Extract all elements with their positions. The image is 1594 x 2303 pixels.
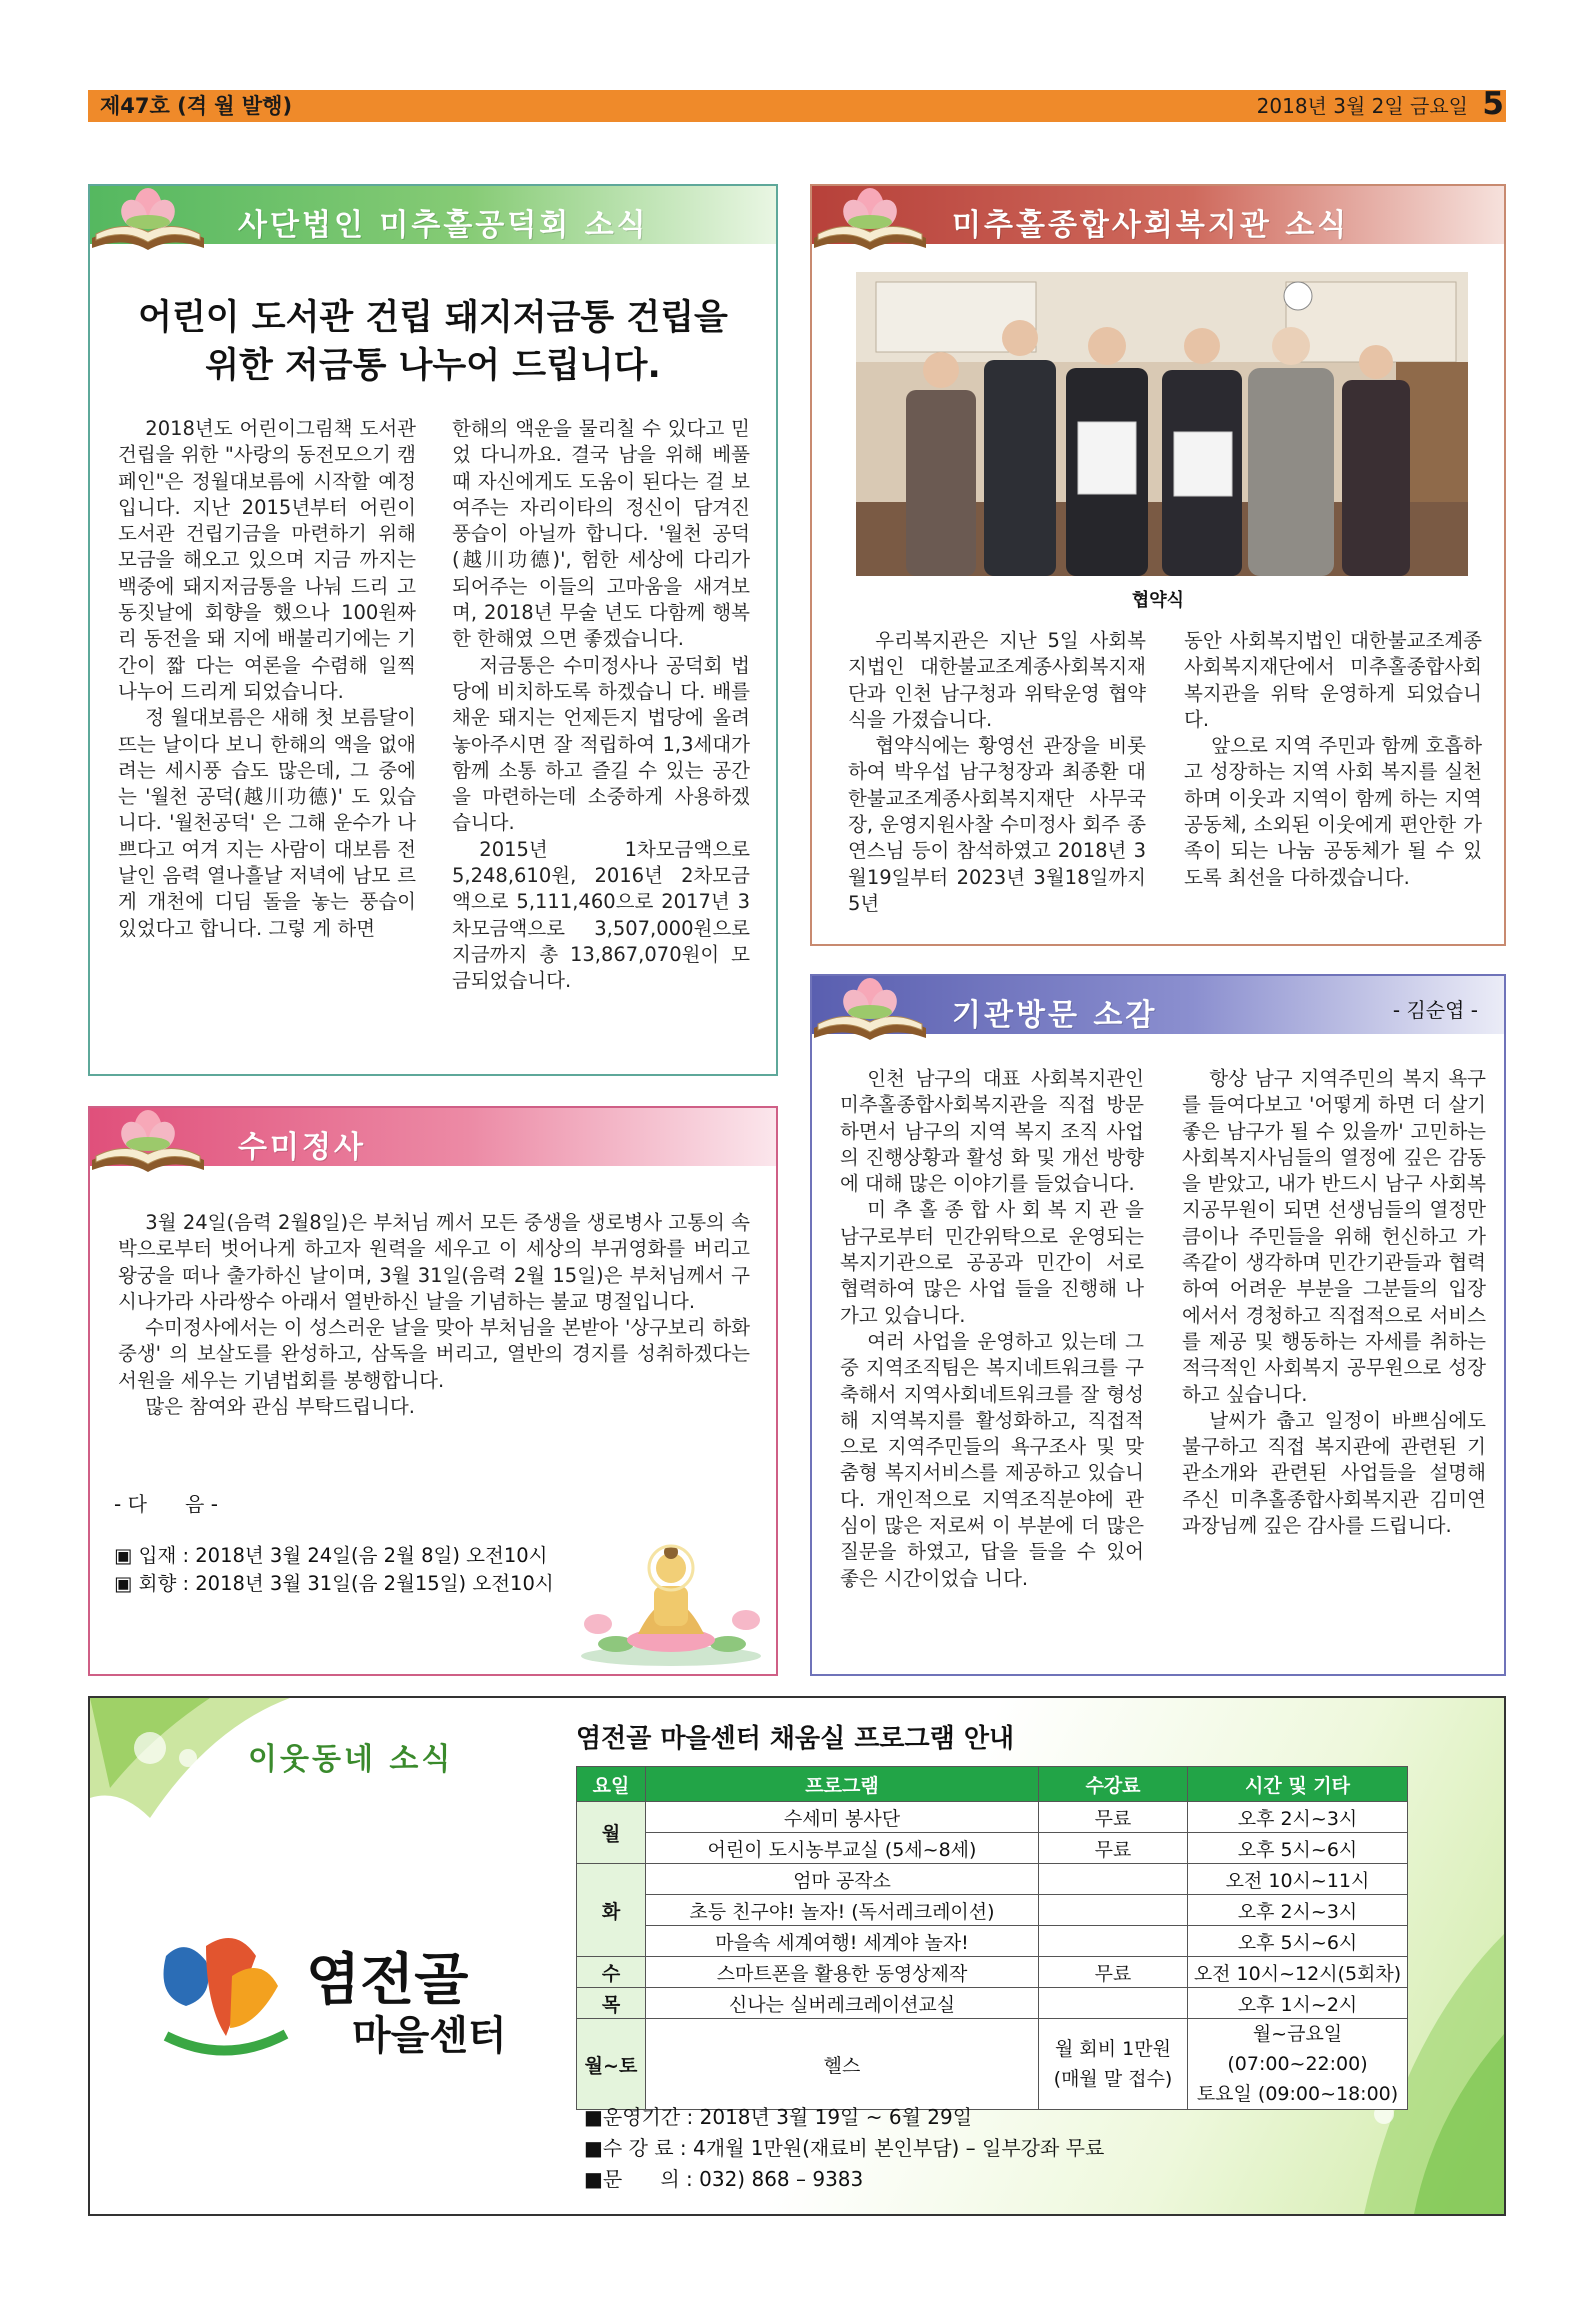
time-cell: 오전 10시~12시(5회차): [1188, 1957, 1408, 1988]
table-row: [577, 1895, 1408, 1926]
program-cell: 헬스: [646, 2019, 1039, 2110]
article-column-1: [848, 628, 1146, 917]
paragraph: 많은 참여와 관심 부탁드립니다.: [145, 1395, 415, 1419]
day-cell: 화: [577, 1864, 646, 1957]
fee-cell: [1039, 1864, 1188, 1895]
column-header: 요일: [577, 1767, 646, 1802]
lotus-book-icon: [806, 958, 934, 1046]
table-row: [577, 1988, 1408, 2019]
lotus-book-icon: [806, 168, 934, 256]
article-body: [118, 1210, 750, 1420]
info-fee: ■수 강 료 : 4개월 1만원(재료비 본인부담) – 일부강좌 무료: [584, 2136, 1105, 2160]
paragraph: 3월 24일(음력 2월8일)은 부처님 께서 모든 중생을 생로병사 고통의 속박으로부터 벗어나게 하고자 원력을 세우고 이 세상의 부귀영화를 버리고 왕궁을 떠나 출가하신 날이며, 3월 31일(음력 2월 15일)은 부처님께서 구시나가라 사라쌍수 아래서 열반하신 날을 기념하는 불교 명절입니다.: [118, 1211, 750, 1313]
section-sumijeongsa: [88, 1106, 778, 1676]
column-header: 프로그램: [646, 1767, 1039, 1802]
paragraph: 날씨가 춥고 일정이 바쁘심에도 불구하고 직접 복지관에 관련된 기관소개와 관련된 사업들을 설명해 주신 미추홀종합사회복지관 김미연 과장님께 깊은 감사를 드립니다.: [1182, 1408, 1486, 1538]
program-table: [576, 1766, 1408, 2110]
table-row: [577, 1957, 1408, 1988]
program-cell: 어린이 도시농부교실 (5세~8세): [646, 1833, 1039, 1864]
time-cell: [1188, 2019, 1408, 2110]
article-column-2: [1182, 1066, 1486, 1539]
paragraph: 미 추 홀 종 합 사 회 복 지 관 을 남구로부터 민간위탁으로 운영되는 복지기관으로 공공과 민간이 서로 협력하여 많은 사업 들을 진행해 나가고 있습니다.: [840, 1198, 1144, 1327]
paragraph: 여러 사업을 운영하고 있는데 그 중 지역조직팀은 복지네트워크를 구축해서 지역사회네트워크를 잘 형성해 지역복지를 활성화하고, 직접적으로 지역주민들의 욕구조사 및 맞춤형 복지서비스를 제공하고 있습니다. 개인적으로 지역조직분야에 관심이 많은 저로써 이 부분에 더 많은 질문을 하였고, 답을 들을 수 있어 좋은 시간이었습 니다.: [840, 1329, 1144, 1590]
program-title: 염전골 마을센터 채움실 프로그램 안내: [576, 1724, 1015, 1754]
fee-line: 월 회비 1만원: [1055, 2038, 1171, 2060]
lotus-book-icon: [84, 168, 212, 256]
section-title: 수미정사: [238, 1130, 366, 1165]
table-row: [577, 1926, 1408, 1957]
column-header: 시간 및 기타: [1188, 1767, 1408, 1802]
time-cell: 오후 5시~6시: [1188, 1926, 1408, 1957]
paragraph: 인천 남구의 대표 사회복지관인 미추홀종합사회복지관을 직접 방문하면서 남구의 지역 복지 조직 사업의 진행상황과 활성 화 및 개선 방향에 대해 많은 이야기를 들었습니다.: [840, 1067, 1144, 1196]
time-cell: 오후 2시~3시: [1188, 1802, 1408, 1833]
paragraph: 정 월대보름은 새해 첫 보름달이 뜨는 날이다 보니 한해의 액을 없애려는 세시풍 습도 많은데, 그 중에는 '월천 공덕(越川功德)' 도 있습 니다. '월천공덕' 은 그해 운수가 나쁘다고 여겨 지는 사람이 대보름 전날인 음력 열나흘날 저녁에 남모 르게 개천에 디딤 돌을 놓는 풍습이 있었다고 합니다. 그렇 게 하면: [118, 706, 416, 940]
headline-line-1: 어린이 도서관 건립 돼지저금통 건립을: [138, 298, 728, 338]
buddha-illustration: [576, 1528, 766, 1668]
headline: [90, 294, 776, 390]
yeomjeongol-logo-icon: [146, 1916, 306, 2066]
fee-cell: [1039, 1988, 1188, 2019]
time-cell: 오전 10시~11시: [1188, 1864, 1408, 1895]
photo-caption: 협약식: [1131, 590, 1185, 611]
logo-name: 염전골: [306, 1948, 469, 2013]
time-cell: 오후 2시~3시: [1188, 1895, 1408, 1926]
info-contact: ■문 의 : 032) 868 – 9383: [584, 2167, 864, 2191]
time-cell: 오후 5시~6시: [1188, 1833, 1408, 1864]
fee-cell: [1039, 2019, 1188, 2110]
time-cell: 오후 1시~2시: [1188, 1988, 1408, 2019]
section-neighborhood-news: [88, 1696, 1506, 2216]
program-cell: 신나는 실버레크레이션교실: [646, 1988, 1039, 2019]
program-cell: 수세미 봉사단: [646, 1802, 1039, 1833]
fee-cell: 무료: [1039, 1833, 1188, 1864]
publish-date: 2018년 3월 2일 금요일: [1256, 94, 1468, 118]
info-period: ■운영기간 : 2018년 3월 19일 ~ 6월 29일: [584, 2105, 973, 2129]
event-end: ▣ 회향 : 2018년 3월 31일(음 2월15일) 오전10시: [114, 1572, 554, 1595]
article-column-1: [840, 1066, 1144, 1592]
program-cell: 스마트폰을 활용한 동영상제작: [646, 1957, 1039, 1988]
issue-label: 제47호 (격 월 발행): [100, 94, 293, 118]
program-cell: 초등 친구야! 놀자! (독서레크레이션): [646, 1895, 1039, 1926]
time-line: 토요일 (09:00~18:00): [1196, 2083, 1399, 2105]
day-cell: 목: [577, 1988, 646, 2019]
paragraph: 2018년도 어린이그림책 도서관 건립을 위한 "사랑의 동전모으기 캠페인"은 정월대보름에 시작할 예정입니다. 지난 2015년부터 어린이도서관 건립기금을 마련하기 위해 모금을 해오고 있으며 지금 까지는 백중에 돼지저금통을 나눠 드리 고 동짓날에 회향을 했으나 100원짜리 동전을 돼 지에 배불리기에는 기간이 짧 다는 여론을 수렴해 일찍 나누어 드리게 되었습니다.: [118, 417, 416, 703]
day-cell: 월~토: [577, 2019, 646, 2110]
column-header: 수강료: [1039, 1767, 1188, 1802]
paragraph: 수미정사에서는 이 성스러운 날을 맞아 부처님을 본받아 '상구보리 하화중생' 의 보살도를 완성하고, 삼독을 버리고, 열반의 경지를 성취하겠다는 서원을 세우는 기념법회를 봉행합니다.: [118, 1316, 750, 1392]
signing-ceremony-photo: [856, 272, 1468, 576]
event-schedule: [114, 1542, 554, 1598]
info-lines: [584, 2102, 1104, 2195]
table-row: [577, 1864, 1408, 1895]
page-number: 5: [1482, 86, 1504, 122]
author: - 김순엽 -: [1392, 998, 1478, 1022]
section-visit-review: [810, 974, 1506, 1676]
table-row: [577, 2019, 1408, 2110]
fee-cell: 무료: [1039, 1802, 1188, 1833]
lotus-book-icon: [84, 1090, 212, 1178]
section-welfare-center: [810, 184, 1506, 946]
section-title: 기관방문 소감: [952, 998, 1158, 1033]
fee-cell: [1039, 1926, 1188, 1957]
paragraph: 2015년 1차모금액으로 5,248,610원, 2016년 2차모금 액으로 5,111,460으로 2017년 3차모금액으로 3,507,000원으로 지금까지 총 13,867,070원이 모금되었습니다.: [452, 837, 750, 993]
notice-label: - 다 음 -: [114, 1492, 218, 1516]
paragraph: 항상 남구 지역주민의 복지 욕구를 들여다보고 '어떻게 하면 더 살기 좋은 남구가 될 수 있을까' 고민하는 사회복지사님들의 열정에 깊은 감동을 받았고, 내가 반드시 남구 사회복지공무원이 되면 선생님들의 열정만큼이나 주민들을 위해 헌신하고 가족같이 생각하며 민간기관들과 협력하여 어려운 부분을 그분들의 입장에서서 경청하고 직접적으로 서비스를 제공 및 행동하는 자세를 취하는 적극적인 사회복지 공무원으로 성장하고 싶습니다.: [1182, 1067, 1486, 1406]
event-start: ▣ 입재 : 2018년 3월 24일(음 2월 8일) 오전10시: [114, 1544, 548, 1567]
day-cell: 수: [577, 1957, 646, 1988]
fee-cell: [1039, 1895, 1188, 1926]
day-cell: 월: [577, 1802, 646, 1864]
program-cell: 엄마 공작소: [646, 1864, 1039, 1895]
paragraph: 우리복지관은 지난 5일 사회복지법인 대한불교조계종사회복지재단과 인천 남구청과 위탁운영 협약식을 가졌습니다.: [848, 629, 1146, 731]
section-title: 미추홀종합사회복지관 소식: [952, 208, 1350, 243]
paragraph: 협약식에는 황영선 관장을 비롯하여 박우섭 남구청장과 최종환 대한불교조계종사회복지재단 사무국장, 운영지원사찰 수미정사 회주 종연스님 등이 참석하였고 2018년 3월19일부터 2023년 3월18일까지 5년: [848, 734, 1146, 915]
program-cell: 마을속 세계여행! 세계야 놀자!: [646, 1926, 1039, 1957]
article-column-2: [1184, 628, 1482, 891]
section-gongdeokhoe: [88, 184, 778, 1076]
paragraph: 저금통은 수미정사나 공덕회 법당에 비치하도록 하겠습니 다. 배를 채운 돼지는 언제든지 법당에 올려 놓아주시면 잘 적립하여 1,3세대가 함께 소통 하고 즐길 수 있는 공간을 마련하는데 소중하게 사용하겠 습니다.: [452, 653, 750, 835]
section-title: 이웃동네 소식: [248, 1742, 454, 1777]
headline-line-2: 위한 저금통 나누어 드립니다.: [205, 346, 661, 386]
paragraph: 동안 사회복지법인 대한불교조계종사회복지재단에서 미추홀종합사회복지관을 위탁 운영하게 되었습니다.: [1184, 629, 1482, 731]
paragraph: 한해의 액운을 물리칠 수 있다고 믿었 다니까요. 결국 남을 위해 베풀 때 자신에게도 도움이 된다는 걸 보여주는 자리이타의 정신이 담겨진 풍습이 아닐까 합니다. '월천 공덕(越川功德)', 험한 세상에 다리가 되어주는 이들의 고마움을 새겨보며, 2018년 무술 년도 다함께 행복한 한해였 으면 좋겠습니다.: [452, 417, 750, 651]
time-line: 월~금요일(07:00~22:00): [1227, 2023, 1368, 2075]
article-column-1: [118, 416, 416, 942]
fee-line: (매월 말 접수): [1053, 2068, 1173, 2090]
table-row: [577, 1833, 1408, 1864]
section-title: 사단법인 미추홀공덕회 소식: [238, 208, 649, 243]
logo-subtitle: 마을센터: [352, 2013, 507, 2059]
article-column-2: [452, 416, 750, 995]
fee-cell: 무료: [1039, 1957, 1188, 1988]
table-header-row: [577, 1767, 1408, 1802]
table-row: [577, 1802, 1408, 1833]
paragraph: 앞으로 지역 주민과 함께 호흡하고 성장하는 지역 사회 복지를 실천하며 이웃과 지역이 함께 하는 지역공동체, 소외된 이웃에게 편안한 가족이 되는 나눔 공동체가 될 수 있도록 최선을 다하겠습니다.: [1184, 734, 1482, 889]
